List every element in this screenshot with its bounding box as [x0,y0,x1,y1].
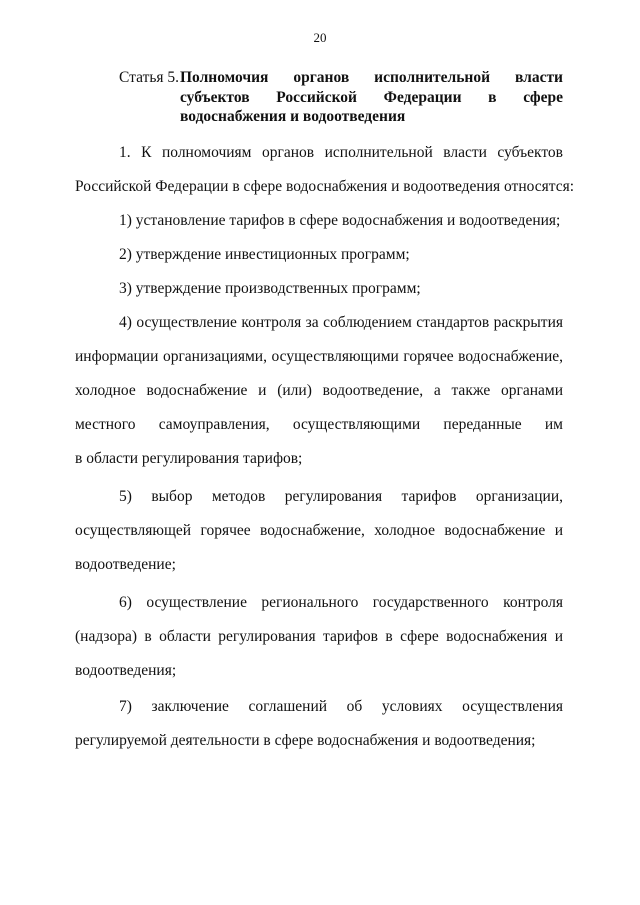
paragraph-line: в области регулирования тарифов; [75,450,303,467]
paragraph-line: осуществляющей горячее водоснабжение, холодное водоснабжение и [75,522,563,539]
list-item-3 [75,272,563,306]
list-item-2 [75,238,563,272]
article-title: Полномочия органов исполнительной власти субъектов Российской Федерации в сфере водоснабжения и водоотведения [180,69,563,125]
paragraph-line: 4) осуществление контроля за соблюдением стандартов раскрытия [119,314,563,331]
paragraph-line: 1. К полномочиям органов исполнительной власти субъектов [119,144,563,161]
article-heading [75,68,563,127]
paragraph-line: 1) установление тарифов в сфере водоснабжения и водоотведения; [119,212,561,229]
paragraph-line: местного самоуправления, осуществляющими переданные им [75,416,563,433]
paragraph-1 [75,136,575,204]
paragraph-line: холодное водоснабжение и (или) водоотведение, а также органами [75,382,563,399]
paragraph-line: Российской Федерации в сфере водоснабжения и водоотведения относятся: [75,178,575,195]
list-item-6 [75,586,563,688]
list-item-4 [75,306,563,476]
paragraph-line: регулируемой деятельности в сфере водоснабжения и водоотведения; [75,732,536,749]
page-number: 20 [313,30,327,45]
paragraph-line: 3) утверждение производственных программ; [119,280,421,297]
paragraph-line: информации организациями, осуществляющими горячее водоснабжение, [75,348,563,365]
paragraph-line: водоотведения; [75,662,177,679]
list-item-1 [75,204,563,238]
list-item-7 [75,690,563,758]
paragraph-line: 7) заключение соглашений об условиях осуществления [119,698,563,715]
paragraph-line: 2) утверждение инвестиционных программ; [119,246,410,263]
paragraph-line: 6) осуществление регионального государственного контроля [119,594,563,611]
list-item-5 [75,480,563,582]
paragraph-line: водоотведение; [75,556,176,573]
article-label: Статья 5. [119,69,180,86]
paragraph-line: 5) выбор методов регулирования тарифов организации, [119,488,563,505]
paragraph-line: (надзора) в области регулирования тарифов в сфере водоснабжения и [75,628,563,645]
